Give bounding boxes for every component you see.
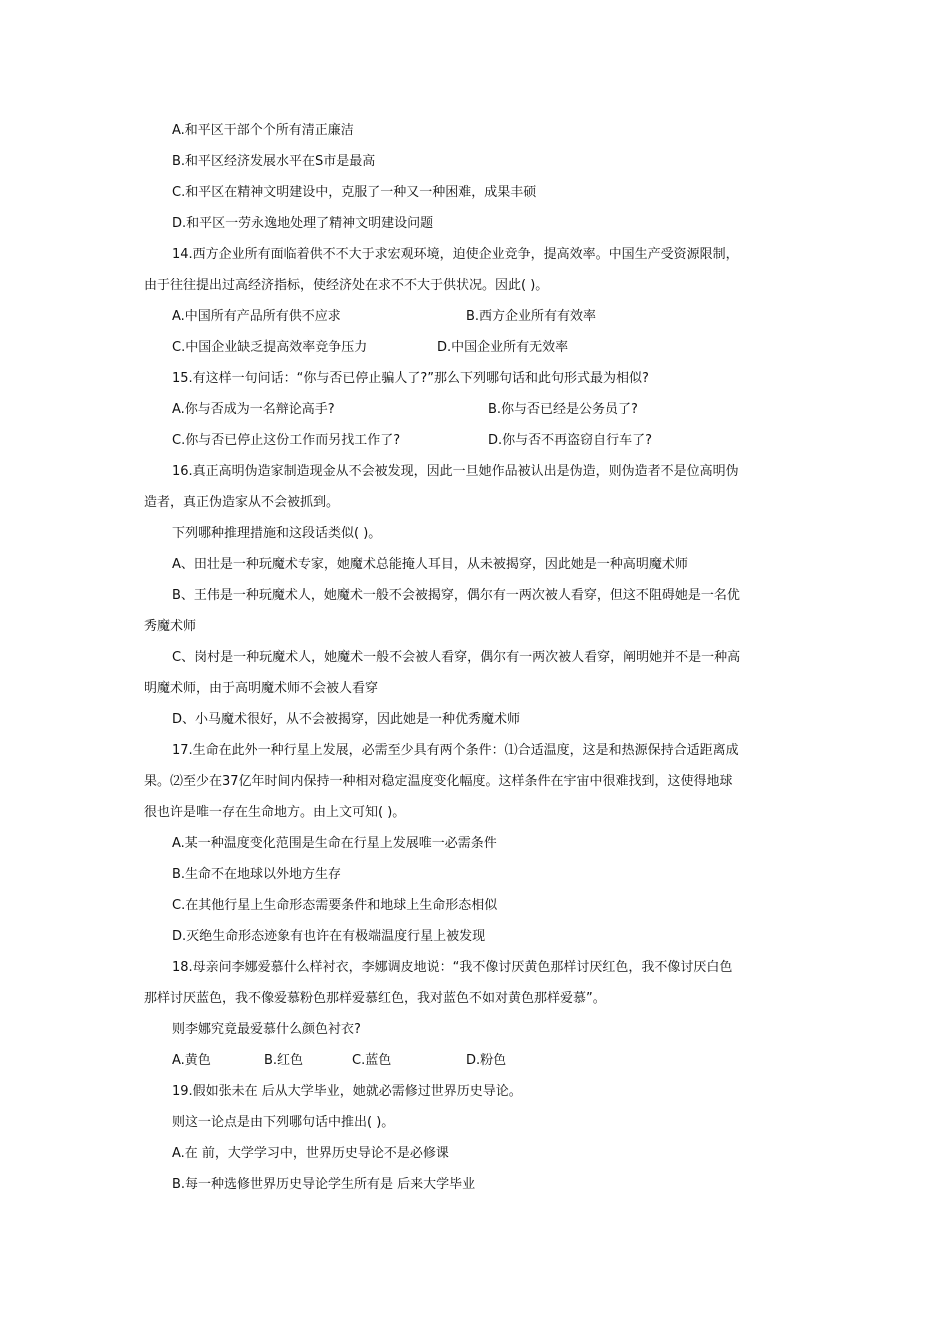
q17-option-a: A.某一种温度变化范围是生命在行星上发展唯一必需条件: [172, 836, 497, 851]
q15-option-d: D.你与否不再盗窃自行车了?: [488, 433, 653, 448]
q14-option-b: B.西方企业所有有效率: [466, 309, 597, 324]
q14-stem-line-1: 14.西方企业所有面临着供不不大于求宏观环境，迫使企业竞争，提高效率。中国生产受资源限制，: [172, 247, 739, 262]
q15-option-c: C.你与否已停止这份工作而另找工作了?: [172, 433, 401, 448]
q14-option-c: C.中国企业缺乏提高效率竞争压力: [172, 340, 368, 355]
q19-option-b: B.每一种选修世界历史导论学生所有是 后来大学毕业: [172, 1177, 476, 1192]
q18-prompt: 则李娜究竟最爱慕什么颜色衬衣?: [172, 1022, 361, 1037]
q19-option-a: A.在 前，大学学习中，世界历史导论不是必修课: [172, 1146, 449, 1161]
q13-option-b: B.和平区经济发展水平在S市是最高: [172, 154, 376, 169]
q16-option-d: D、小马魔术很好，从不会被揭穿，因此她是一种优秀魔术师: [172, 712, 521, 727]
q18-option-a: A.黄色: [172, 1053, 211, 1068]
q16-option-c-line-1: C、岗村是一种玩魔术人，她魔术一般不会被人看穿，偶尔有一两次被人看穿，阐明她并不是一种高: [172, 650, 741, 665]
q16-option-c-line-2: 明魔术师，由于高明魔术师不会被人看穿: [144, 681, 379, 696]
q13-option-d: D.和平区一劳永逸地处理了精神文明建设问题: [172, 216, 434, 231]
q19-stem: 19.假如张未在 后从大学毕业，她就必需修过世界历史导论。: [172, 1084, 522, 1099]
q15-option-b: B.你与否已经是公务员了?: [488, 402, 638, 417]
q18-option-b: B.红色: [264, 1053, 304, 1068]
q17-stem-line-1: 17.生命在此外一种行星上发展，必需至少具有两个条件：⑴合适温度，这是和热源保持合适距离成: [172, 743, 739, 758]
q17-option-b: B.生命不在地球以外地方生存: [172, 867, 342, 882]
q17-stem-line-3: 很也许是唯一存在生命地方。由上文可知( )。: [144, 805, 406, 820]
q13-option-c: C.和平区在精神文明建设中，克服了一种又一种困难，成果丰硕: [172, 185, 537, 200]
q14-stem-line-2: 由于往往提出过高经济指标，使经济处在求不不大于供状况。因此( )。: [144, 278, 549, 293]
q18-option-c: C.蓝色: [352, 1053, 392, 1068]
q16-prompt: 下列哪种推理措施和这段话类似( )。: [172, 526, 382, 541]
q17-stem-line-2: 果。⑵至少在37亿年时间内保持一种相对稳定温度变化幅度。这样条件在宇宙中很难找到，这使得地球: [144, 774, 733, 789]
q16-option-a: A、田壮是一种玩魔术专家，她魔术总能掩人耳目，从未被揭穿，因此她是一种高明魔术师: [172, 557, 688, 572]
q14-option-d: D.中国企业所有无效率: [437, 340, 569, 355]
q14-option-a: A.中国所有产品所有供不应求: [172, 309, 341, 324]
q16-stem-line-2: 造者，真正伪造家从不会被抓到。: [144, 495, 340, 510]
q18-option-d: D.粉色: [466, 1053, 507, 1068]
q15-stem: 15.有这样一句问话：“你与否已停止骗人了?”那么下列哪句话和此句形式最为相似?: [172, 371, 649, 386]
q16-stem-line-1: 16.真正高明伪造家制造现金从不会被发现，因此一旦她作品被认出是伪造，则伪造者不是位高明伪: [172, 464, 739, 479]
q13-option-a: A.和平区干部个个所有清正廉洁: [172, 123, 354, 138]
q18-stem-line-1: 18.母亲问李娜爱慕什么样衬衣，李娜调皮地说：“我不像讨厌黄色那样讨厌红色，我不像讨厌白色: [172, 960, 733, 975]
q17-option-c: C.在其他行星上生命形态需要条件和地球上生命形态相似: [172, 898, 498, 913]
q18-stem-line-2: 那样讨厌蓝色，我不像爱慕粉色那样爱慕红色，我对蓝色不如对黄色那样爱慕”。: [144, 991, 606, 1006]
q15-option-a: A.你与否成为一名辩论高手?: [172, 402, 335, 417]
q16-option-b-line-2: 秀魔术师: [144, 619, 197, 634]
q19-prompt: 则这一论点是由下列哪句话中推出( )。: [172, 1115, 395, 1130]
q17-option-d: D.灭绝生命形态迹象有也许在有极端温度行星上被发现: [172, 929, 486, 944]
q16-option-b-line-1: B、王伟是一种玩魔术人，她魔术一般不会被揭穿，偶尔有一两次被人看穿，但这不阻碍她是一名优: [172, 588, 740, 603]
